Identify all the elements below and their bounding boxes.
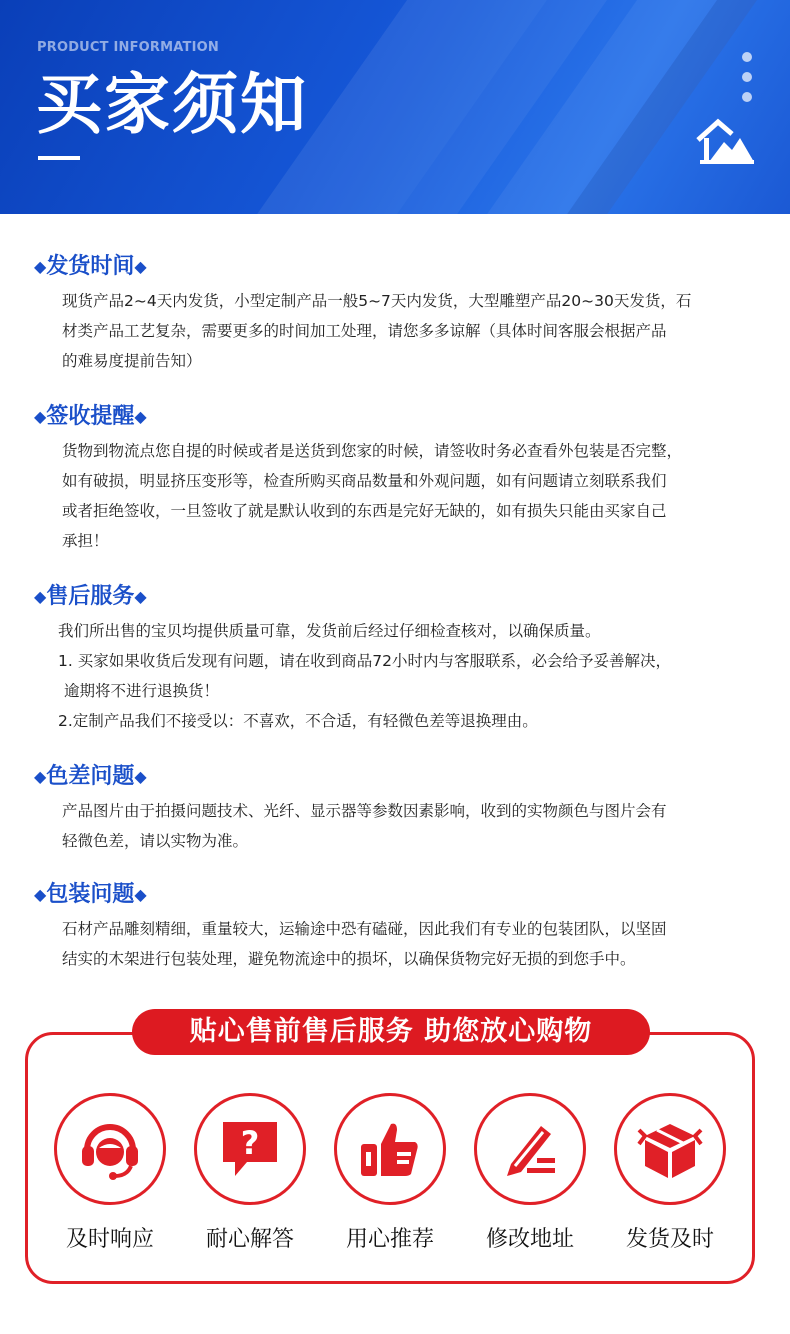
title-underline <box>38 156 80 160</box>
diamond-icon: ◆ <box>34 885 47 904</box>
service-item-label: 耐心解答 <box>205 1227 294 1252</box>
section-heading: ◆ 发货时间 ◆ <box>34 252 764 282</box>
section-body: 石材产品雕刻精细，重量较大，运输途中恐有磕碰，因此我们有专业的包装团队，以坚固 结实的木架进行包装处理，避免物流途中的损坏，以确保货物完好无损的到您手中。 <box>62 920 667 968</box>
service-item-label: 用心推荐 <box>345 1227 434 1252</box>
service-item-label: 及时响应 <box>65 1227 154 1252</box>
service-icon-circle <box>54 1093 166 1205</box>
section-packaging <box>34 880 764 974</box>
section-color-difference <box>34 762 764 856</box>
section-heading: ◆ 色差问题 ◆ <box>34 762 764 792</box>
diamond-icon: ◆ <box>134 587 147 606</box>
diamond-icon: ◆ <box>134 885 147 904</box>
service-banner: 贴心售前售后服务 助您放心购物 <box>132 1009 650 1055</box>
diamond-icon: ◆ <box>34 767 47 786</box>
header-banner <box>0 0 790 214</box>
section-heading: ◆ 包装问题 ◆ <box>34 880 764 910</box>
diamond-icon: ◆ <box>34 587 47 606</box>
section-body: 货物到物流点您自提的时候或者是送货到您家的时候，请签收时务必查看外包装是否完整， 如有破损，明显挤压变形等，检查所购买商品数量和外观问题，如有问题请立刻联系我们 或者拒绝签收，一旦签收了就是默认收到的东西是完好无缺的，如有损失只能由买家自己 承担！ <box>62 442 683 550</box>
section-heading: ◆ 售后服务 ◆ <box>34 582 764 612</box>
diamond-icon: ◆ <box>34 407 47 426</box>
diamond-icon: ◆ <box>134 407 147 426</box>
question-bubble-icon <box>217 1116 283 1182</box>
service-item-recommend <box>330 1093 450 1255</box>
section-body: 我们所出售的宝贝均提供质量可靠，发货前后经过仔细检查核对，以确保质量。 1. 买家如果收货后发现有问题，请在收到商品72小时内与客服联系，必会给予妥善解决， 逾期将不进行退换货！ 2.定制产品我们不接受以：不喜欢，不合适，有轻微色差等退换理由。 <box>58 622 671 730</box>
diamond-icon: ◆ <box>134 257 147 276</box>
service-icon-circle <box>614 1093 726 1205</box>
thumbs-up-icon <box>357 1116 423 1182</box>
diamond-icon: ◆ <box>34 257 47 276</box>
section-shipping-time <box>34 252 764 376</box>
section-body: 产品图片由于拍摄问题技术、光纤、显示器等参数因素影响，收到的实物颜色与图片会有 轻微色差，请以实物为准。 <box>62 802 667 850</box>
dots-icon <box>742 52 752 112</box>
section-after-sales <box>34 582 764 736</box>
service-item-response <box>50 1093 170 1255</box>
service-item-fast-shipping <box>610 1093 730 1255</box>
service-icon-circle <box>334 1093 446 1205</box>
service-item-answer <box>190 1093 310 1255</box>
edit-pen-icon <box>497 1116 563 1182</box>
page-title: 买家须知 <box>36 66 308 143</box>
section-body: 现货产品2~4天内发货，小型定制产品一般5~7天内发货，大型雕塑产品20~30天发货，石 材类产品工艺复杂，需要更多的时间加工处理，请您多多谅解（具体时间客服会根据产品 的难易度提前告知） <box>62 292 692 370</box>
svg-text:?: ? <box>240 1124 260 1162</box>
service-item-edit-address <box>470 1093 590 1255</box>
diamond-icon: ◆ <box>134 767 147 786</box>
service-item-label: 发货及时 <box>625 1227 714 1252</box>
header-eyebrow: PRODUCT INFORMATION <box>37 40 219 55</box>
service-item-label: 修改地址 <box>485 1227 574 1252</box>
service-icon-circle <box>194 1093 306 1205</box>
service-icon-circle <box>474 1093 586 1205</box>
section-signing-reminder <box>34 402 764 556</box>
headset-icon <box>77 1116 143 1182</box>
package-box-icon <box>637 1116 703 1182</box>
section-heading: ◆ 签收提醒 ◆ <box>34 402 764 432</box>
house-icon <box>696 116 756 166</box>
